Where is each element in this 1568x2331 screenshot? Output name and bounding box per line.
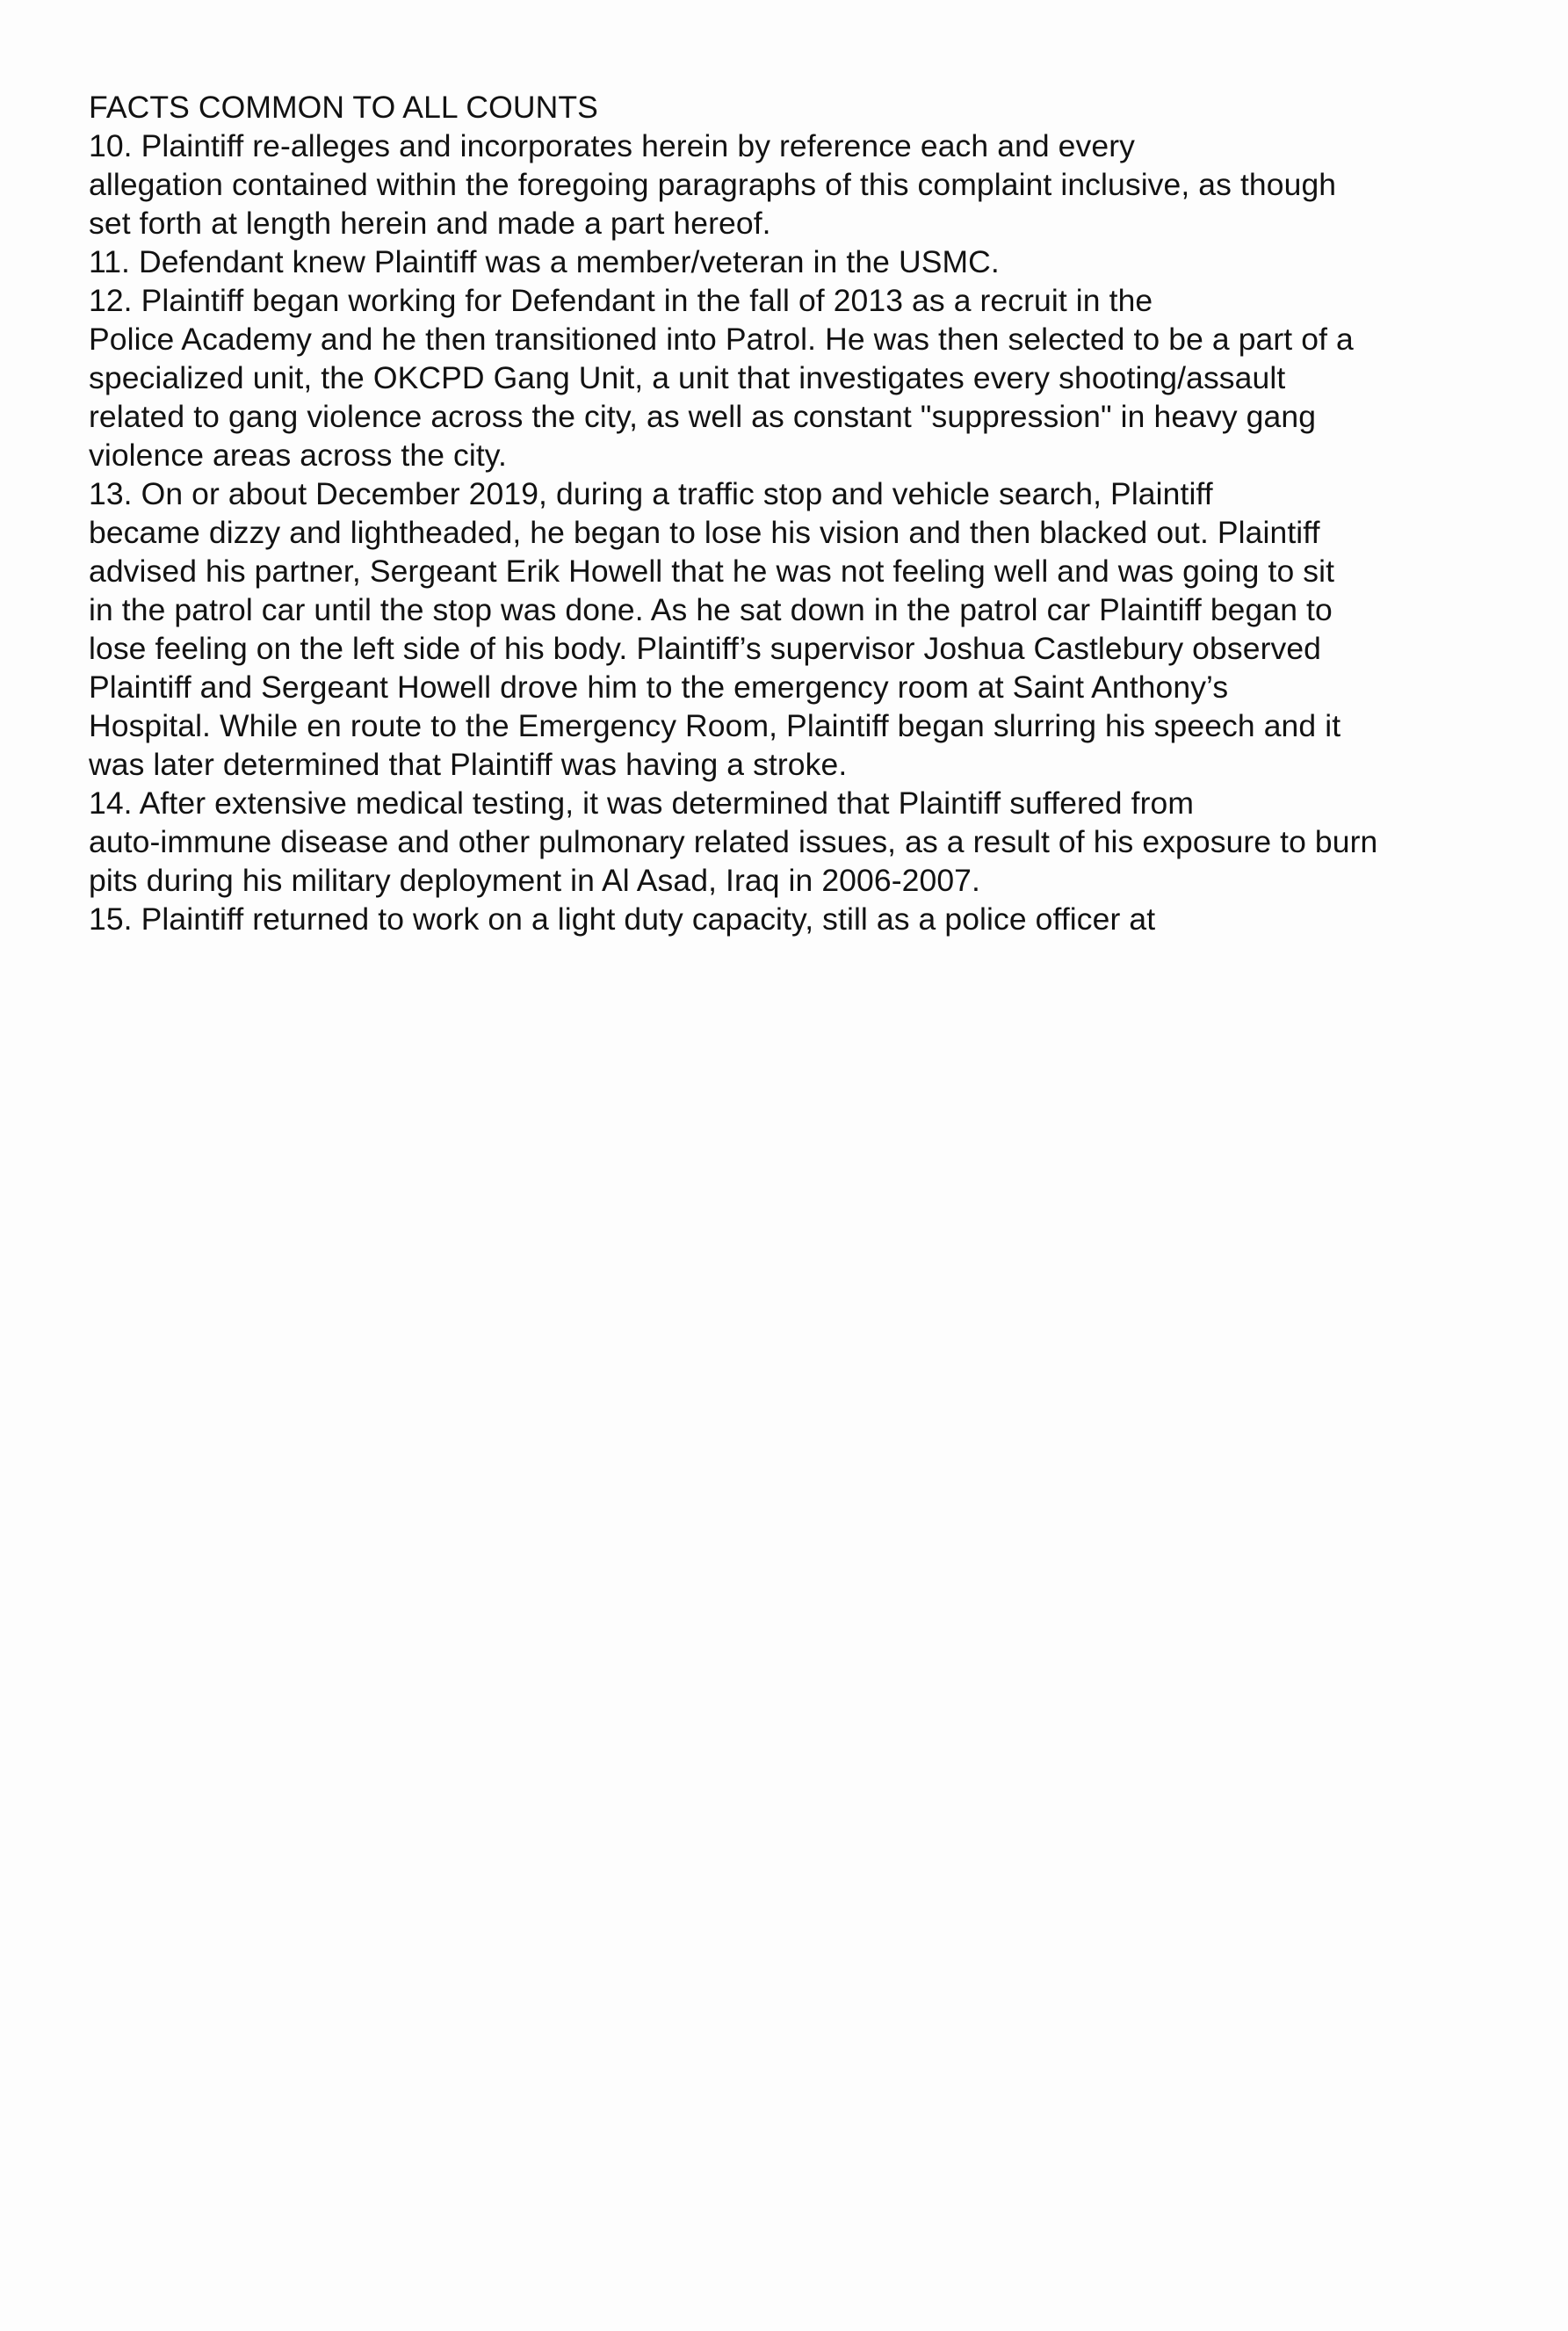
text-line: 15. Plaintiff returned to work on a light duty capacity, still as a police officer at [89, 901, 1156, 937]
text-line: 14. After extensive medical testing, it was determined that Plaintiff suffered from [89, 785, 1195, 821]
text-line: set forth at length herein and made a part hereof. [89, 206, 771, 241]
text-line: pits during his military deployment in Al Asad, Iraq in 2006-2007. [89, 863, 980, 898]
text-line: allegation contained within the foregoing paragraphs of this complaint inclusive, as though [89, 167, 1337, 202]
text-line: 10. Plaintiff re-alleges and incorporates herein by reference each and every [89, 128, 1135, 163]
text-line: lose feeling on the left side of his body. Plaintiff’s supervisor Joshua Castlebury observed [89, 631, 1322, 666]
text-line: Hospital. While en route to the Emergency Room, Plaintiff began slurring his speech and it [89, 708, 1341, 743]
text-line: violence areas across the city. [89, 438, 507, 473]
text-line: became dizzy and lightheaded, he began to lose his vision and then blacked out. Plaintiff [89, 515, 1320, 550]
section-heading: FACTS COMMON TO ALL COUNTS [89, 90, 598, 125]
text-line: specialized unit, the OKCPD Gang Unit, a unit that investigates every shooting/assault [89, 360, 1286, 395]
text-line: 13. On or about December 2019, during a traffic stop and vehicle search, Plaintiff [89, 476, 1213, 511]
text-line: was later determined that Plaintiff was having a stroke. [89, 747, 848, 782]
text-line: in the patrol car until the stop was done. As he sat down in the patrol car Plaintiff began to [89, 592, 1333, 627]
text-line: auto-immune disease and other pulmonary related issues, as a result of his exposure to burn [89, 824, 1378, 859]
text-line: 12. Plaintiff began working for Defendant in the fall of 2013 as a recruit in the [89, 283, 1153, 318]
document-page [89, 88, 1547, 938]
text-line: 11. Defendant knew Plaintiff was a member/veteran in the USMC. [89, 244, 1000, 279]
text-line: related to gang violence across the city, as well as constant "suppression" in heavy gang [89, 399, 1317, 434]
text-line: Plaintiff and Sergeant Howell drove him to the emergency room at Saint Anthony’s [89, 670, 1229, 705]
text-line: Police Academy and he then transitioned into Patrol. He was then selected to be a part of a [89, 322, 1354, 357]
text-line: advised his partner, Sergeant Erik Howell that he was not feeling well and was going to sit [89, 554, 1335, 589]
